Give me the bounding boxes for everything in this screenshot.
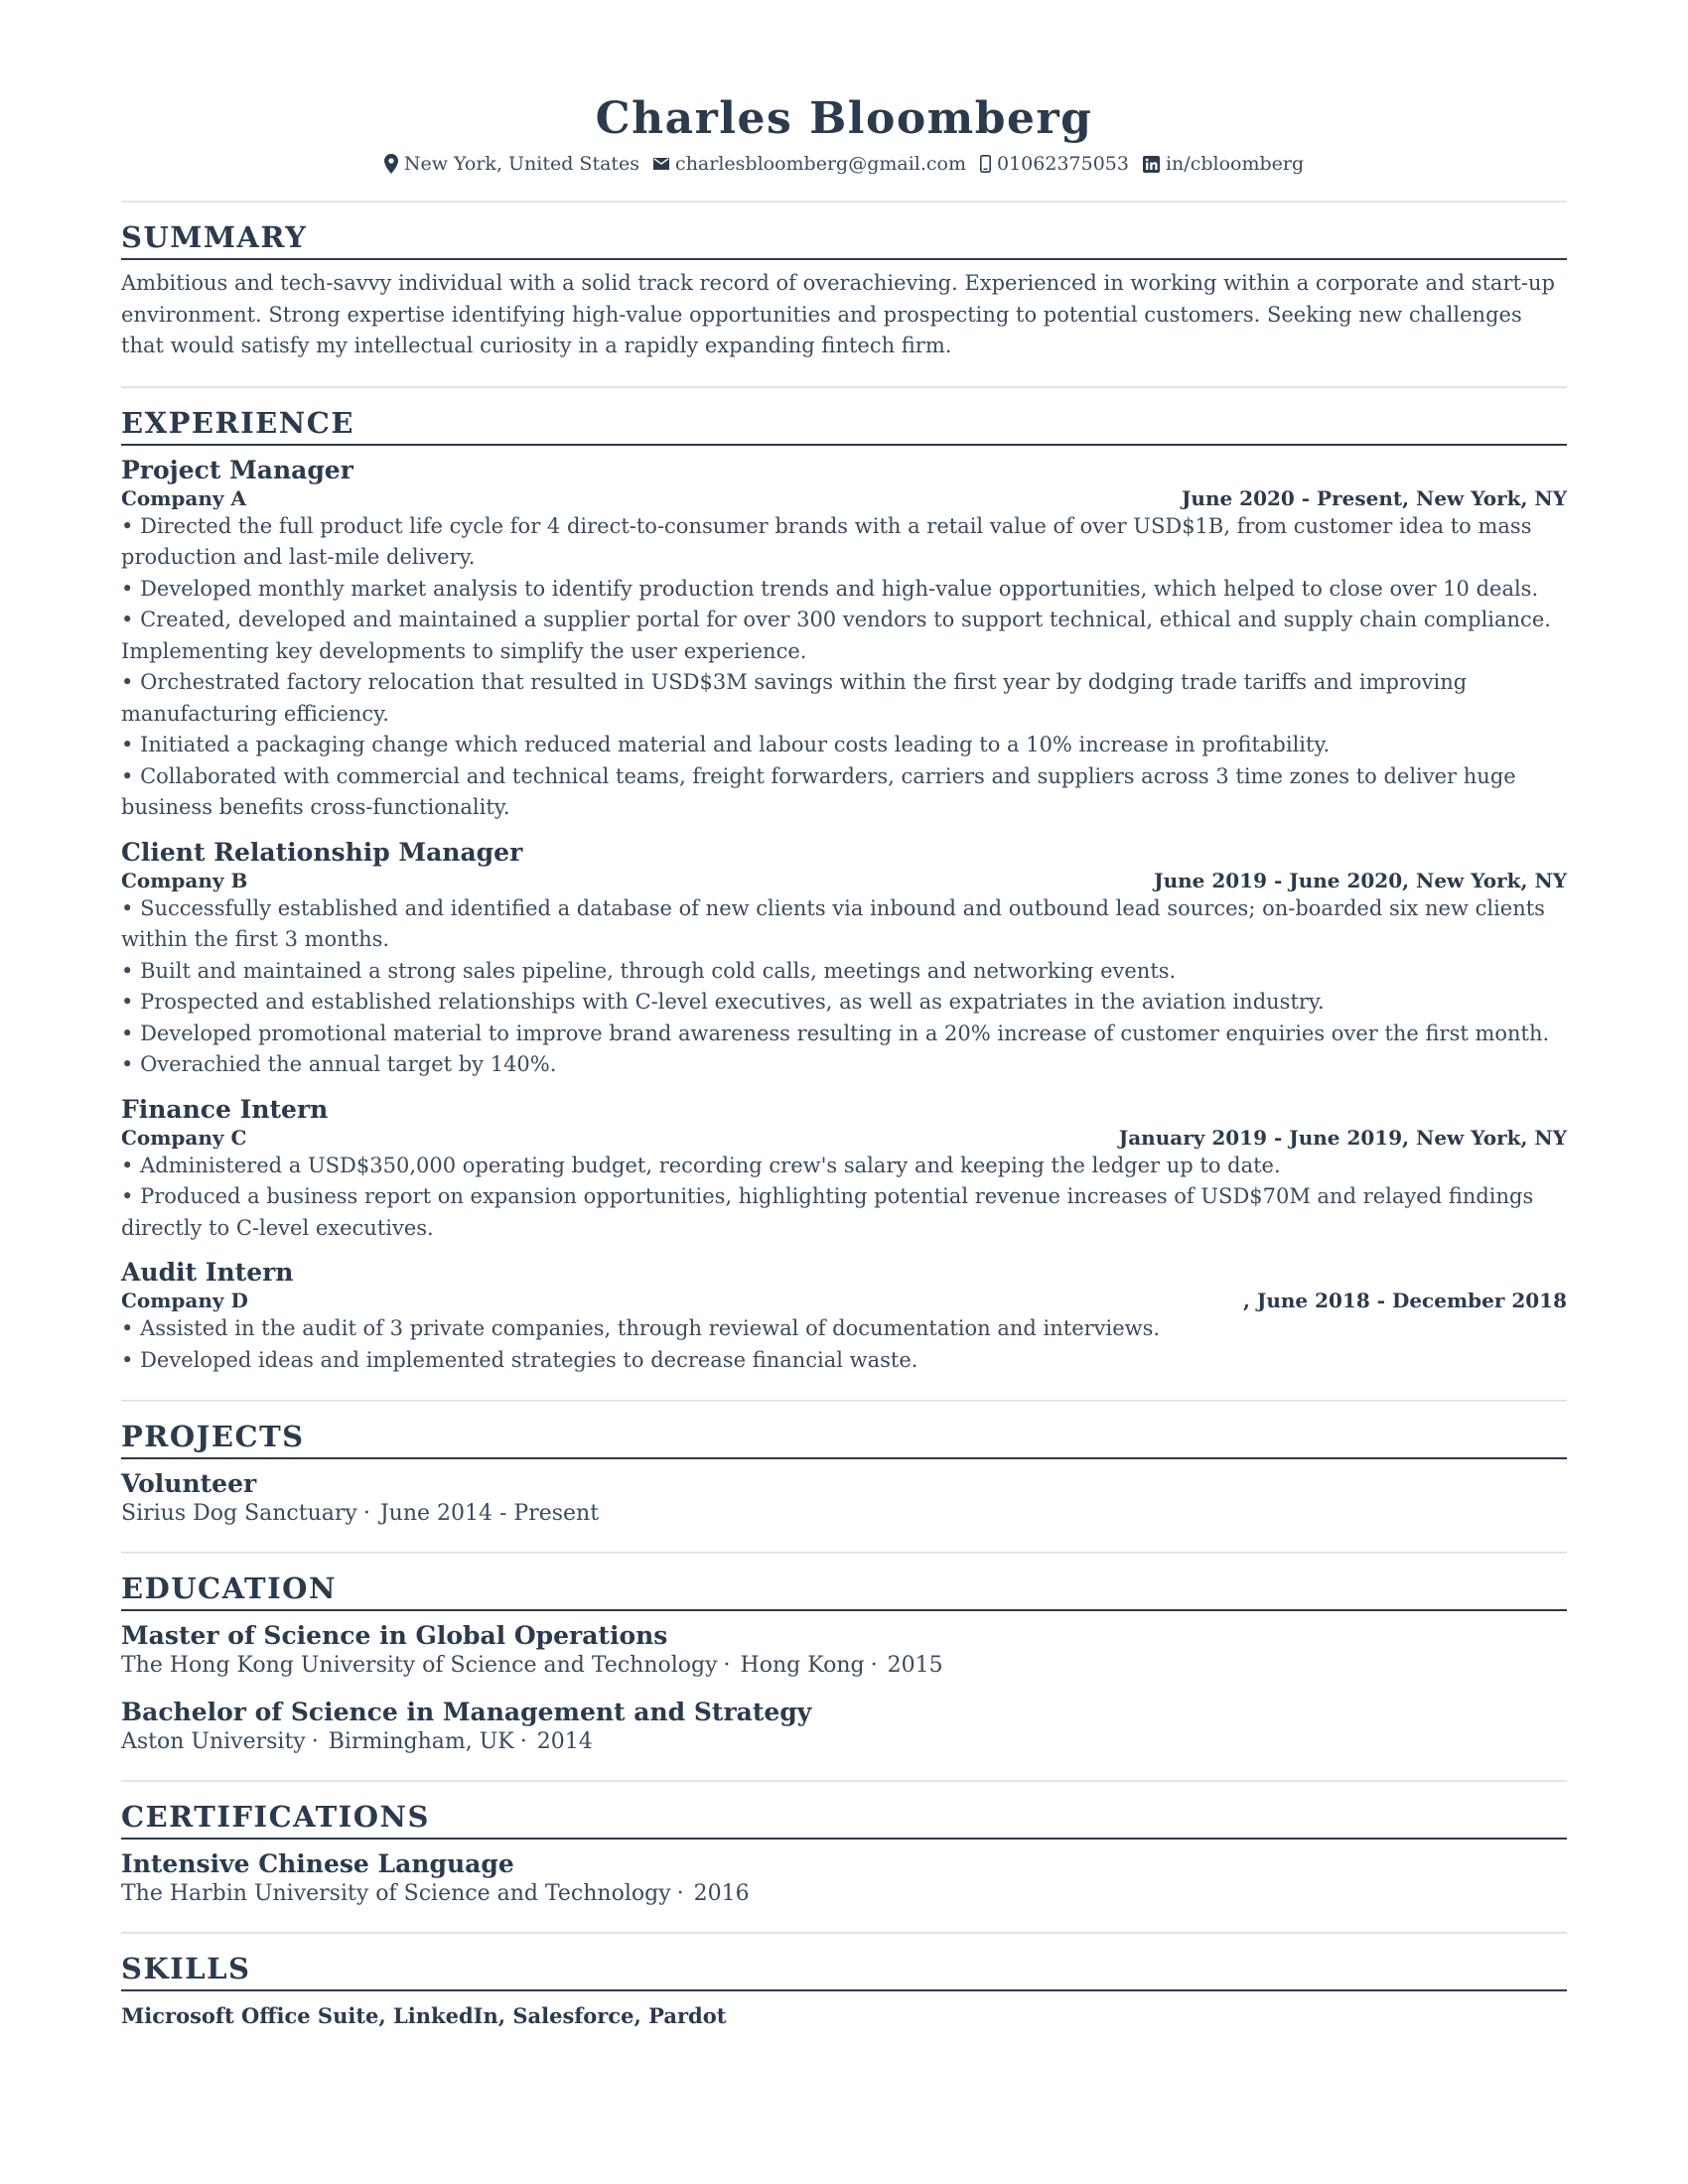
separator-dot: · <box>311 1729 319 1754</box>
section-separator <box>121 1780 1567 1782</box>
section-separator <box>121 201 1567 203</box>
skills-heading: SKILLS <box>121 1952 251 1985</box>
job-title: Finance Intern <box>121 1094 329 1124</box>
job-entry <box>121 838 1567 1081</box>
phone-icon <box>980 155 991 173</box>
email-text[interactable]: charlesbloomberg@gmail.com <box>675 153 966 175</box>
linkedin-text[interactable]: in/cbloomberg <box>1165 153 1305 175</box>
location-text: New York, United States <box>403 153 640 175</box>
job-meta <box>121 1125 1567 1151</box>
degree-title: Bachelor of Science in Management and Strategy <box>121 1698 812 1726</box>
job-dates: , June 2018 - December 2018 <box>1242 1289 1567 1312</box>
job-bullets <box>121 1151 1567 1245</box>
projects-heading: PROJECTS <box>121 1420 305 1453</box>
contact-location <box>384 151 639 177</box>
section-separator <box>121 1400 1567 1402</box>
bullet-item: • Created, developed and maintained a supplier portal for over 300 vendors to support technical, ethical and supply chain compliance. Implementing key developments to simplify the user experience. <box>121 605 1567 667</box>
job-bullets <box>121 1313 1567 1376</box>
job-entry <box>121 1095 1567 1245</box>
mail-icon <box>653 158 669 170</box>
project-details <box>121 1499 1567 1528</box>
job-company: Company C <box>121 1125 247 1150</box>
job-title: Project Manager <box>121 455 353 484</box>
projects-section <box>121 1418 1567 1528</box>
job-company: Company A <box>121 485 247 510</box>
graduation-year: 2014 <box>536 1729 593 1754</box>
education-details <box>121 1727 1567 1756</box>
education-details <box>121 1651 1567 1680</box>
bullet-item: • Assisted in the audit of 3 private companies, through reviewal of documentation and interviews. <box>121 1313 1567 1345</box>
section-separator <box>121 1932 1567 1934</box>
bullet-item: • Prospected and established relationships with C-level executives, as well as expatriates in the aviation industry. <box>121 987 1567 1019</box>
degree-title: Master of Science in Global Operations <box>121 1621 668 1650</box>
education-entry <box>121 1621 1567 1680</box>
education-entry <box>121 1698 1567 1756</box>
job-bullets <box>121 893 1567 1081</box>
separator-dot: · <box>519 1729 527 1754</box>
linkedin-icon <box>1143 156 1160 173</box>
separator-dot: · <box>362 1501 370 1526</box>
summary-text: Ambitious and tech-savvy individual with a solid track record of overachieving. Experienced in working within a corporate and start-up environment. Strong expertise identifying high-value opportunities and prospecting to potential customers. Seeking new challenges that would satisfy my intellectual curiosity in a rapidly expanding fintech firm. <box>121 271 1555 357</box>
bullet-item: • Built and maintained a strong sales pipeline, through cold calls, meetings and networking events. <box>121 956 1567 988</box>
bullet-item: • Overachied the annual target by 140%. <box>121 1049 1567 1081</box>
project-organization: Sirius Dog Sanctuary <box>121 1501 357 1526</box>
experience-heading: EXPERIENCE <box>121 405 354 440</box>
bullet-item: • Developed promotional material to improve brand awareness resulting in a 20% increase of customer enquiries over the first month. <box>121 1019 1567 1050</box>
job-entry <box>121 456 1567 824</box>
bullet-item: • Developed monthly market analysis to identify production trends and high-value opportunities, which helped to close over 10 deals. <box>121 574 1567 606</box>
school-location: Hong Kong <box>740 1653 865 1678</box>
contact-email[interactable] <box>653 151 966 177</box>
separator-dot: · <box>870 1653 878 1678</box>
candidate-name: Charles Bloomberg <box>595 93 1093 144</box>
summary-heading: SUMMARY <box>121 220 308 254</box>
bullet-item: • Successfully established and identified a database of new clients via inbound and outbound lead sources; on-boarded six new clients within the first 3 months. <box>121 893 1567 956</box>
resume-page <box>121 91 1567 2031</box>
bullet-item: • Directed the full product life cycle for 4 direct-to-consumer brands with a retail value of over USD$1B, from customer idea to mass production and last-mile delivery. <box>121 511 1567 574</box>
school-name: The Hong Kong University of Science and Technology <box>121 1653 718 1678</box>
skills-section <box>121 1950 1567 2031</box>
job-dates: June 2019 - June 2020, New York, NY <box>1154 868 1567 892</box>
bullet-item: • Orchestrated factory relocation that resulted in USD$3M savings within the first year by dodging trade tariffs and improving manufacturing efficiency. <box>121 667 1567 730</box>
project-dates: June 2014 - Present <box>379 1501 600 1526</box>
job-title: Audit Intern <box>121 1258 294 1287</box>
job-entry <box>121 1258 1567 1376</box>
separator-dot: · <box>723 1653 731 1678</box>
bullet-item: • Produced a business report on expansion opportunities, highlighting potential revenue increases of USD$70M and relayed findings directly to C-level executives. <box>121 1181 1567 1244</box>
education-heading: EDUCATION <box>121 1571 337 1605</box>
separator-dot: · <box>676 1881 684 1906</box>
phone-text[interactable]: 01062375053 <box>997 153 1129 175</box>
bullet-item: • Collaborated with commercial and technical teams, freight forwarders, carriers and suppliers across 3 time zones to deliver huge business benefits cross-functionality. <box>121 761 1567 824</box>
graduation-year: 2015 <box>887 1653 943 1678</box>
contact-linkedin[interactable] <box>1143 151 1304 177</box>
skills-list: Microsoft Office Suite, LinkedIn, Salesforce, Pardot <box>121 2003 727 2028</box>
bullet-item: • Initiated a packaging change which reduced material and labour costs leading to a 10% increase in profitability. <box>121 730 1567 761</box>
section-rule <box>121 1989 1567 1991</box>
section-rule <box>121 1609 1567 1611</box>
section-rule <box>121 444 1567 446</box>
job-meta <box>121 1288 1567 1313</box>
certifications-heading: CERTIFICATIONS <box>121 1800 430 1834</box>
experience-section <box>121 404 1567 1377</box>
project-title: Volunteer <box>121 1469 257 1498</box>
job-company: Company D <box>121 1289 248 1312</box>
certification-institution: The Harbin University of Science and Technology <box>121 1881 671 1906</box>
education-section <box>121 1570 1567 1756</box>
certification-year: 2016 <box>693 1881 750 1906</box>
certification-entry <box>121 1849 1567 1908</box>
job-title: Client Relationship Manager <box>121 837 523 867</box>
certification-title: Intensive Chinese Language <box>121 1849 514 1878</box>
certifications-section <box>121 1798 1567 1908</box>
bullet-item: • Administered a USD$350,000 operating budget, recording crew's salary and keeping the ledger up to date. <box>121 1151 1567 1182</box>
school-name: Aston University <box>121 1729 306 1754</box>
section-rule <box>121 258 1567 260</box>
project-entry <box>121 1469 1567 1528</box>
section-separator <box>121 1552 1567 1554</box>
job-company: Company B <box>121 868 248 892</box>
job-dates: June 2020 - Present, New York, NY <box>1181 485 1567 510</box>
certification-details <box>121 1879 1567 1908</box>
job-meta <box>121 485 1567 511</box>
section-separator <box>121 386 1567 388</box>
section-rule <box>121 1457 1567 1459</box>
summary-section <box>121 218 1567 362</box>
job-dates: January 2019 - June 2019, New York, NY <box>1118 1125 1567 1150</box>
job-bullets <box>121 511 1567 824</box>
location-pin-icon <box>384 154 398 174</box>
contact-bar <box>121 151 1567 177</box>
contact-phone[interactable] <box>980 151 1129 177</box>
school-location: Birmingham, UK <box>328 1729 514 1754</box>
job-meta <box>121 868 1567 893</box>
bullet-item: • Developed ideas and implemented strategies to decrease financial waste. <box>121 1345 1567 1377</box>
section-rule <box>121 1838 1567 1840</box>
